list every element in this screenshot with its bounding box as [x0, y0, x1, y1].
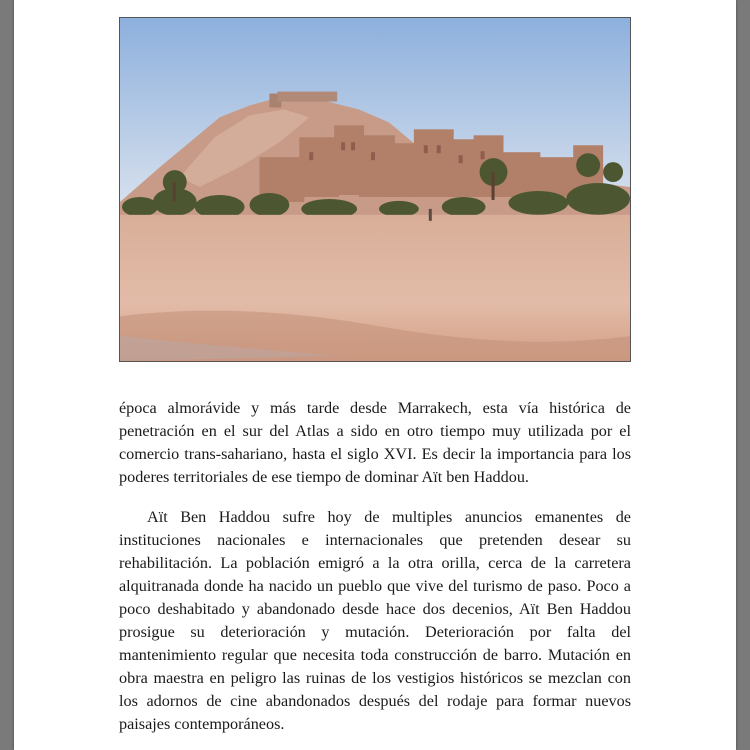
kasbah-landscape-image [120, 18, 630, 361]
document-page [14, 0, 736, 750]
body-text [119, 397, 631, 736]
photo-ait-ben-haddou [119, 17, 631, 362]
paragraph-2: Aït Ben Haddou sufre hoy de multiples anuncios emanentes de instituciones nacionales e internacionales que pretenden desear su rehabilitación. La población emigró a la otra orilla, cerca de la carretera alquitranada donde ha nacido un pueblo que vive del turismo de paso. Poco a poco deshabitado y abandonado desde hace dos decenios, Aït Ben Haddou prosigue su deterioración y mutación. Deterioración por falta del mantenimiento regular que necesita toda construcción de barro. Mutación en obra maestra en peligro las ruinas de los vestigios históricos se mezclan con los adornos de cine abandonados después del rodaje para formar nuevos paisajes contemporáneos. [119, 508, 631, 733]
paragraph-1: época almorávide y más tarde desde Marrakech, esta vía histórica de penetración en el sur del Atlas a sido en otro tiempo muy utilizada por el comercio trans-sahariano, hasta el siglo XVI. Es decir la importancia para los poderes territoriales de ese tiempo de dominar Aït ben Haddou. [119, 399, 631, 486]
